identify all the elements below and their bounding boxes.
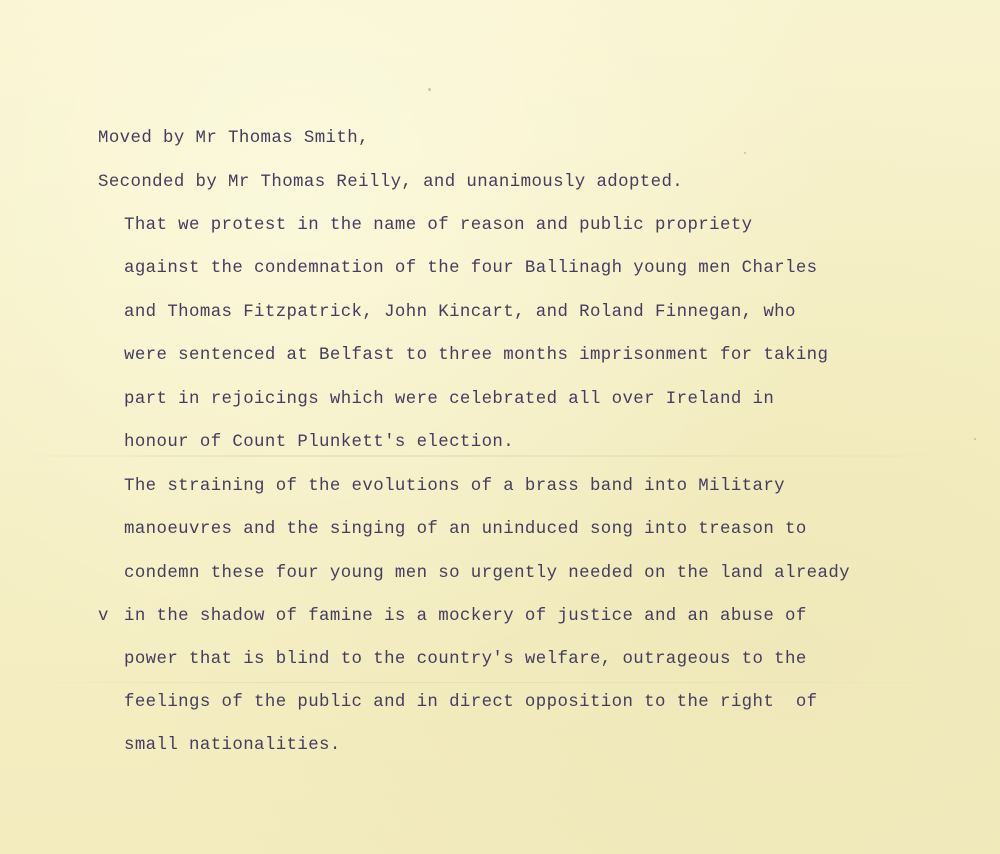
line-seconded-by: Seconded by Mr Thomas Reilly, and unanimously adopted. bbox=[98, 173, 684, 192]
resolution-line: honour of Count Plunkett's election. bbox=[124, 433, 515, 452]
resolution-line: manoeuvres and the singing of an uninduced song into treason to bbox=[124, 520, 807, 539]
resolution-line: That we protest in the name of reason and public propriety bbox=[124, 216, 753, 235]
resolution-line: feelings of the public and in direct opposition to the right of bbox=[124, 693, 818, 712]
resolution-line: were sentenced at Belfast to three months imprisonment for taking bbox=[124, 346, 829, 365]
resolution-line: power that is blind to the country's welfare, outrageous to the bbox=[124, 650, 807, 669]
resolution-line: The straining of the evolutions of a brass band into Military bbox=[124, 477, 786, 496]
margin-tick-mark: v bbox=[98, 607, 109, 626]
resolution-line: condemn these four young men so urgently needed on the land already bbox=[124, 564, 851, 583]
resolution-line: small nationalities. bbox=[124, 736, 341, 755]
resolution-line: against the condemnation of the four Ballinagh young men Charles bbox=[124, 259, 818, 278]
resolution-line: and Thomas Fitzpatrick, John Kincart, and Roland Finnegan, who bbox=[124, 303, 796, 322]
resolution-line: in the shadow of famine is a mockery of justice and an abuse of bbox=[124, 607, 807, 626]
line-moved-by: Moved by Mr Thomas Smith, bbox=[98, 129, 369, 148]
resolution-line: part in rejoicings which were celebrated all over Ireland in bbox=[124, 390, 775, 409]
